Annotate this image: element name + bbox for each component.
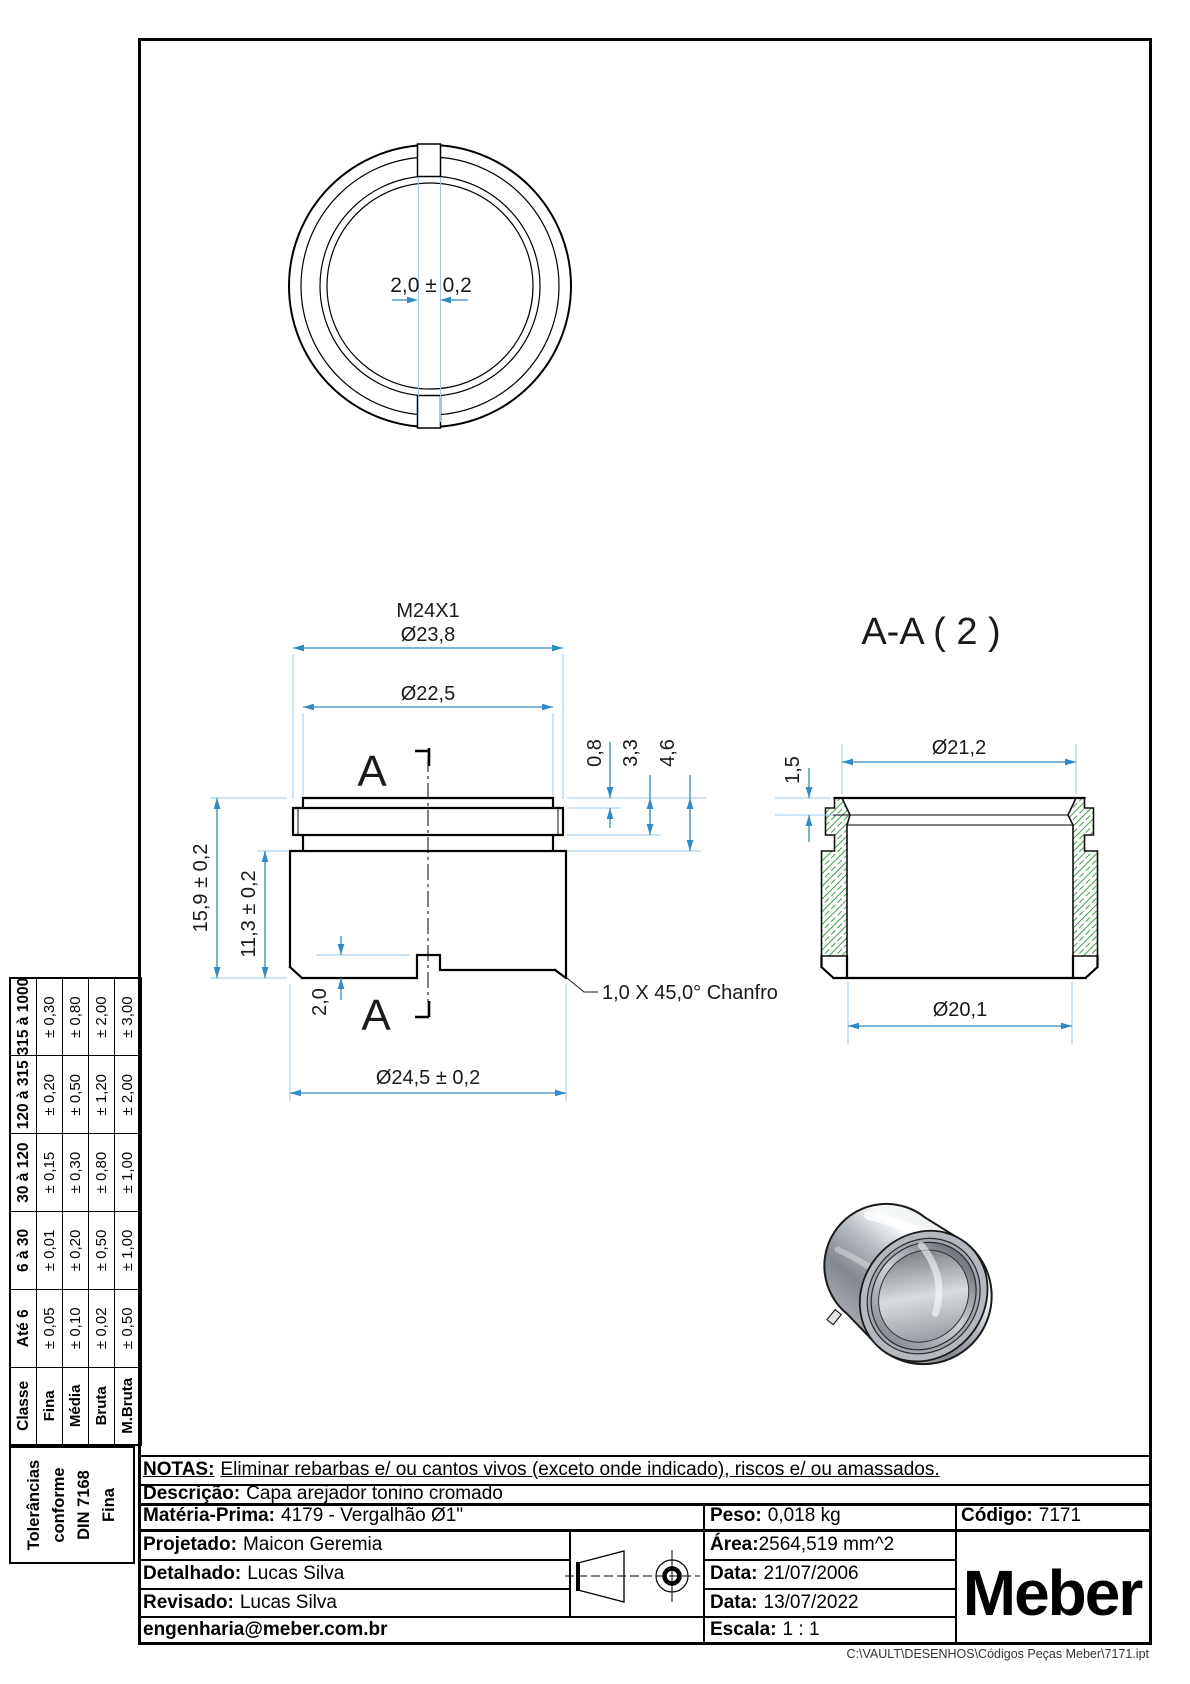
email-value: engenharia@meber.com.br [143,1618,388,1640]
tol-cell: ± 0,20 [37,1056,63,1134]
chamfer-note: 1,0 X 45,0° Chanfro [602,982,778,1004]
drawing-frame [138,38,1152,1645]
tol-cell: ± 0,05 [37,1289,63,1367]
dim-slot-width: 2,0 ± 0,2 [390,274,472,297]
dim-thread-dia: Ø23,8 [400,624,456,646]
dim-top-dia: Ø21,2 [931,737,987,759]
date2-value: 13/07/2022 [763,1591,859,1613]
dim-body-height: 11,3 ± 0,2 [238,870,260,958]
tol-note-line: conforme [50,1467,68,1543]
tol-cell: ± 0,10 [63,1289,89,1367]
tolerance-row-media [63,978,89,1445]
tol-cell: ± 0,80 [89,1134,115,1212]
date1-label: Data: [710,1563,758,1584]
dim-total-height: 15,9 ± 0,2 [190,843,212,933]
date2-cell [710,1589,859,1616]
tol-cell: Classe [10,1367,37,1445]
tol-note-line: DIN 7168 [75,1470,93,1540]
tol-cell: Média [63,1367,89,1445]
scale-value: 1 : 1 [782,1618,820,1640]
tol-cell: ± 2,00 [89,978,115,1056]
tol-cell: ± 0,20 [63,1212,89,1290]
description-label: Descrição: [143,1482,241,1504]
tolerance-row-mbruta [115,978,142,1445]
dim-h46: 4,6 [657,739,679,767]
file-path: C:\VAULT\DESENHOS\Códigos Peças Meber\7171.ipt [846,1647,1149,1661]
dim-seat-depth: 1,5 [782,756,804,784]
section-label-top: A [357,747,387,796]
email-row [143,1617,388,1642]
tol-cell: ± 0,01 [37,1212,63,1290]
weight-label: Peso: [710,1505,762,1526]
tol-cell: Até 6 [10,1289,37,1367]
detailed-value: Lucas Silva [247,1563,345,1584]
tolerance-row-fina [37,978,63,1445]
tol-cell: ± 0,02 [89,1289,115,1367]
dim-outer-dia: Ø24,5 ± 0,2 [375,1067,481,1089]
tb-line [569,1531,571,1616]
scale-cell [710,1617,820,1642]
material-value: 4179 - Vergalhão Ø1" [281,1505,464,1526]
code-value: 7171 [1038,1505,1082,1526]
detailed-row [143,1560,344,1588]
area-value: 2564,519 mm^2 [758,1534,895,1555]
material-label: Matéria-Prima: [143,1505,275,1526]
tol-cell: ± 0,15 [37,1134,63,1212]
weight-value: 0,018 kg [767,1505,841,1526]
tol-cell: ± 1,00 [115,1134,142,1212]
date1-cell [710,1560,859,1588]
dim-bottom-dia: Ø20,1 [932,999,988,1021]
tol-cell: 30 à 120 [10,1134,37,1212]
company-logo: Meber [962,1556,1142,1629]
tol-cell: ± 0,50 [89,1212,115,1290]
dim-neck-dia: Ø22,5 [400,683,456,705]
detailed-label: Detalhado: [143,1563,242,1584]
tol-cell: Bruta [89,1367,115,1445]
tolerance-row-bruta [89,978,115,1445]
dim-h33: 3,3 [620,739,642,767]
code-cell [961,1503,1081,1529]
area-cell [710,1531,894,1559]
section-label-bottom: A [361,991,391,1040]
tol-cell: ± 0,30 [37,978,63,1056]
weight-cell [710,1503,841,1529]
tb-line [703,1503,705,1642]
scale-label: Escala: [710,1618,777,1640]
revised-label: Revisado: [143,1591,234,1613]
tol-note-line: Tolerâncias [25,1459,43,1551]
dim-h08: 0,8 [584,739,606,767]
code-label: Código: [961,1505,1033,1526]
tolerance-table [9,977,135,1446]
revised-value: Lucas Silva [239,1591,337,1613]
tol-note-line: Fina [100,1488,118,1522]
revised-row [143,1589,337,1616]
section-title: A-A ( 2 ) [861,611,1001,653]
notes-label: NOTAS: [143,1458,215,1480]
tol-cell: ± 1,00 [115,1212,142,1290]
tolerance-note [9,1446,135,1564]
date1-value: 21/07/2006 [763,1563,859,1584]
designed-value: Maicon Geremia [242,1534,383,1555]
tol-cell: ± 0,50 [63,1056,89,1134]
date2-label: Data: [710,1591,758,1613]
tol-cell: ± 0,50 [115,1289,142,1367]
tol-cell: 6 à 30 [10,1212,37,1290]
tol-cell: 315 à 1000 [10,978,37,1056]
dim-slot-depth: 2,0 [309,988,331,1016]
tol-cell: M.Bruta [115,1367,142,1445]
designed-row [143,1531,382,1559]
tol-cell: Fina [37,1367,63,1445]
tol-cell: ± 3,00 [115,978,142,1056]
tol-cell: ± 2,00 [115,1056,142,1134]
description-row [143,1484,503,1503]
tol-cell: ± 0,80 [63,978,89,1056]
notes-row [143,1455,940,1484]
material-row [143,1503,463,1529]
tolerance-header-row [10,978,37,1445]
designed-label: Projetado: [143,1534,237,1555]
tol-cell: ± 0,30 [63,1134,89,1212]
notes-text: Eliminar rebarbas e/ ou cantos vivos (exceto onde indicado), riscos e/ ou amassados. [220,1458,940,1480]
description-value: Capa arejador tonino cromado [246,1482,503,1504]
tol-cell: ± 1,20 [89,1056,115,1134]
dim-thread: M24X1 [396,600,460,622]
tol-cell: 120 à 315 [10,1056,37,1134]
area-label: Área: [710,1534,759,1555]
